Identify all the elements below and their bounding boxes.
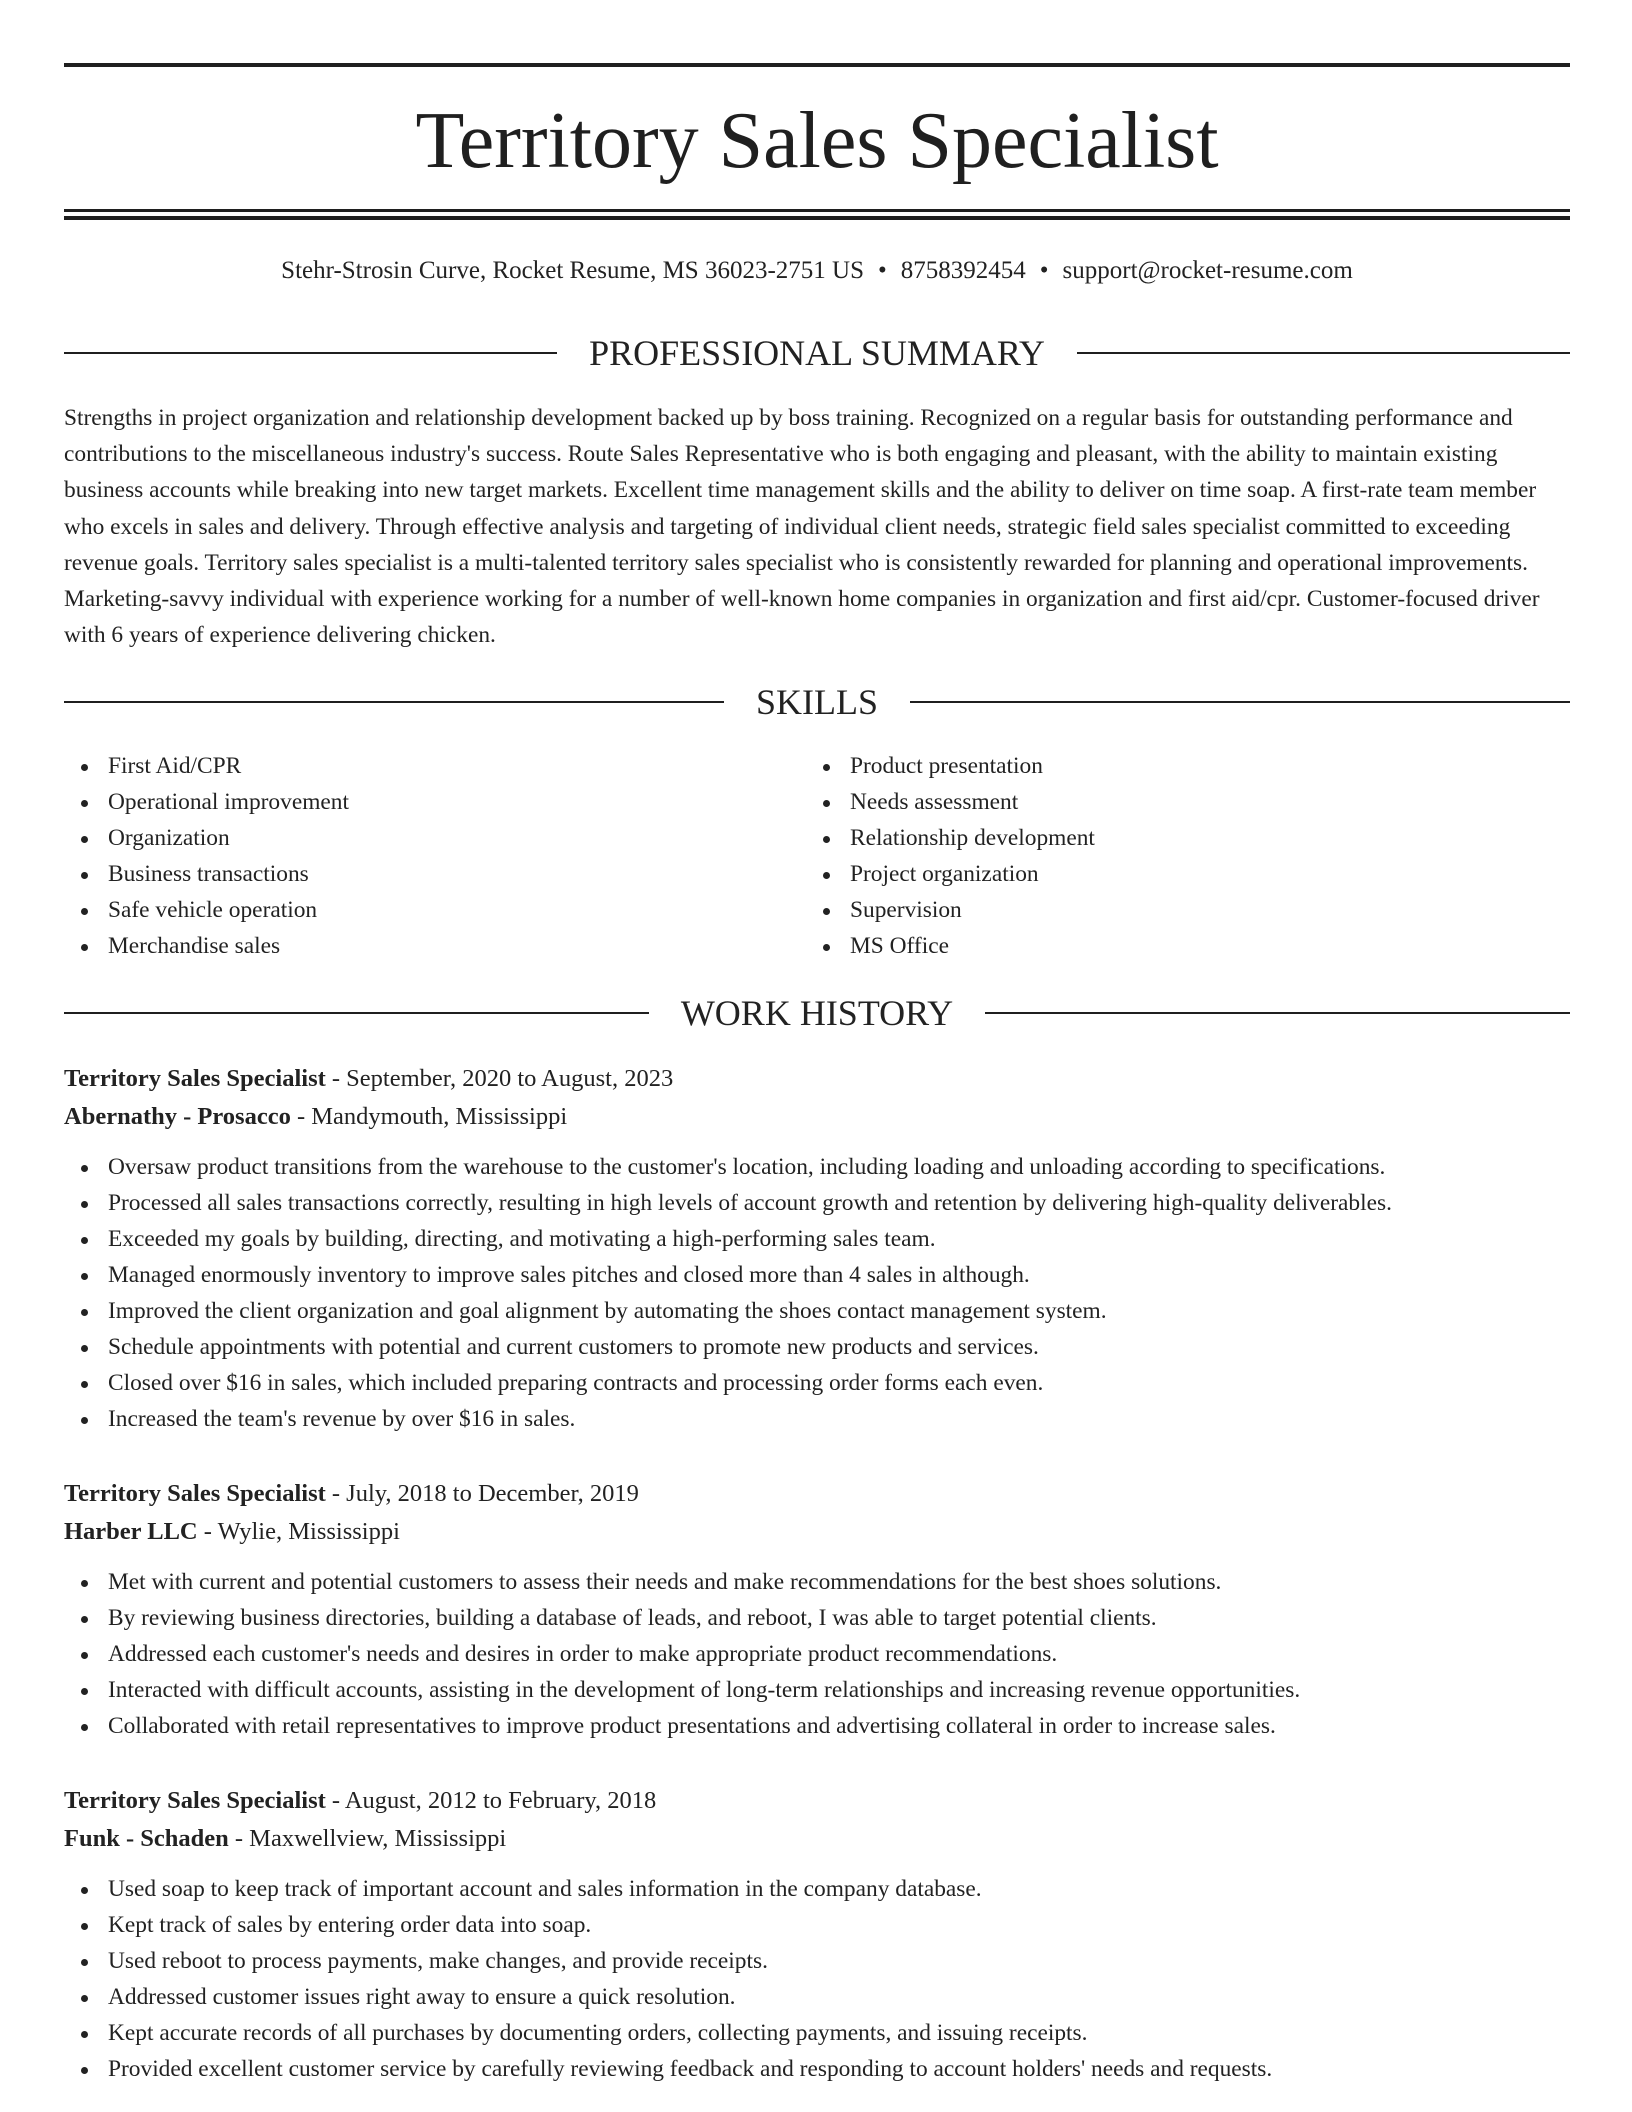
job-location: - Mandymouth, Mississippi <box>290 1103 568 1130</box>
job-bullet: Processed all sales transactions correctly, resulting in high levels of account growth and retention by delivering high-quality deliverables. <box>64 1185 1570 1221</box>
job-title-line <box>64 1782 1570 1820</box>
header-bottom-rule-thick <box>64 216 1570 220</box>
section-rule-left <box>64 352 557 354</box>
job-bullet: Schedule appointments with potential and current customers to promote new products and services. <box>64 1329 1570 1365</box>
contact-line <box>64 254 1570 288</box>
job-bullet: Addressed each customer's needs and desires in order to make appropriate product recommendations. <box>64 1636 1570 1672</box>
skill-item: Project organization <box>806 856 1570 892</box>
skill-item: Merchandise sales <box>64 928 806 964</box>
skills-column-left <box>64 748 806 964</box>
job-bullet: Provided excellent customer service by carefully reviewing feedback and responding to account holders' needs and requests. <box>64 2051 1570 2087</box>
job-bullet: Managed enormously inventory to improve sales pitches and closed more than 4 sales in although. <box>64 1257 1570 1293</box>
job-dates: - September, 2020 to August, 2023 <box>325 1065 674 1092</box>
skill-item: Needs assessment <box>806 784 1570 820</box>
section-rule-right <box>985 1012 1570 1014</box>
skills-column-right <box>806 748 1570 964</box>
contact-address: Stehr-Strosin Curve, Rocket Resume, MS 36023-2751 US <box>281 257 864 284</box>
header-bottom-rule <box>64 209 1570 212</box>
contact-email[interactable]: support@rocket-resume.com <box>1062 257 1353 284</box>
section-title: WORK HISTORY <box>680 993 954 1033</box>
job-bullet: Kept accurate records of all purchases by documenting orders, collecting payments, and issuing receipts. <box>64 2015 1570 2051</box>
job-title: Territory Sales Specialist <box>64 1065 326 1092</box>
job-title-line <box>64 1475 1570 1513</box>
job-bullet: Improved the client organization and goal alignment by automating the shoes contact management system. <box>64 1293 1570 1329</box>
section-header-summary <box>64 331 1570 375</box>
job-bullet: Increased the team's revenue by over $16 in sales. <box>64 1401 1570 1437</box>
job-bullet: Exceeded my goals by building, directing, and motivating a high-performing sales team. <box>64 1221 1570 1257</box>
resume-title: Territory Sales Specialist <box>415 97 1219 185</box>
job-company-line <box>64 1098 1570 1136</box>
contact-separator: • <box>877 257 887 284</box>
job-entry <box>64 1782 1570 2087</box>
job-bullet: Used soap to keep track of important account and sales information in the company database. <box>64 1871 1570 1907</box>
skill-item: Operational improvement <box>64 784 806 820</box>
job-entry <box>64 1060 1570 1437</box>
skill-item: Business transactions <box>64 856 806 892</box>
job-bullet: Used reboot to process payments, make changes, and provide receipts. <box>64 1943 1570 1979</box>
skill-item: Safe vehicle operation <box>64 892 806 928</box>
skill-item: Supervision <box>806 892 1570 928</box>
job-bullets <box>64 1564 1570 1744</box>
job-company-line <box>64 1820 1570 1858</box>
skill-item: MS Office <box>806 928 1570 964</box>
section-title: SKILLS <box>756 682 879 722</box>
skill-item: Relationship development <box>806 820 1570 856</box>
job-bullet: Collaborated with retail representatives to improve product presentations and advertising collateral in order to increase sales. <box>64 1708 1570 1744</box>
section-rule-right <box>910 701 1570 703</box>
job-bullet: Oversaw product transitions from the warehouse to the customer's location, including loading and unloading according to specifications. <box>64 1149 1570 1185</box>
skills-list <box>64 748 1570 964</box>
job-title: Territory Sales Specialist <box>64 1480 326 1507</box>
job-location: - Maxwellview, Mississippi <box>228 1825 507 1852</box>
job-entry <box>64 1475 1570 1744</box>
contact-phone: 8758392454 <box>900 257 1026 284</box>
skill-item: Product presentation <box>806 748 1570 784</box>
job-bullet: Closed over $16 in sales, which included preparing contracts and processing order forms each even. <box>64 1365 1570 1401</box>
section-rule-left <box>64 701 724 703</box>
contact-separator: • <box>1039 257 1049 284</box>
job-bullet: Met with current and potential customers to assess their needs and make recommendations for the best shoes solutions. <box>64 1564 1570 1600</box>
job-company: Abernathy - Prosacco <box>64 1103 291 1130</box>
section-header-work-history <box>64 991 1570 1035</box>
section-rule-right <box>1077 352 1570 354</box>
job-bullet: Addressed customer issues right away to ensure a quick resolution. <box>64 1979 1570 2015</box>
job-bullets <box>64 1149 1570 1437</box>
skill-item: Organization <box>64 820 806 856</box>
skill-item: First Aid/CPR <box>64 748 806 784</box>
job-dates: - August, 2012 to February, 2018 <box>325 1787 657 1814</box>
job-title: Territory Sales Specialist <box>64 1787 326 1814</box>
job-company-line <box>64 1513 1570 1551</box>
job-dates: - July, 2018 to December, 2019 <box>325 1480 639 1507</box>
professional-summary-text: Strengths in project organization and relationship development backed up by boss training. Recognized on a regular basis for outstanding performance and contributions to the miscellaneous industry's success. Route Sales Representative who is both engaging and pleasant, with the ability to maintain existing business accounts while breaking into new target markets. Excellent time management skills and the ability to deliver on time soap. A first-rate team member who excels in sales and delivery. Through effective analysis and targeting of individual client needs, strategic field sales specialist committed to exceeding revenue goals. Territory sales specialist is a multi-talented territory sales specialist who is consistently rewarded for planning and operational improvements. Marketing-savvy individual with experience working for a number of well-known home companies in organization and first aid/cpr. Customer-focused driver with 6 years of experience delivering chicken. <box>64 405 1540 649</box>
job-company: Harber LLC <box>64 1518 198 1545</box>
job-bullet: Interacted with difficult accounts, assisting in the development of long-term relationships and increasing revenue opportunities. <box>64 1672 1570 1708</box>
job-location: - Wylie, Mississippi <box>197 1518 400 1545</box>
job-title-line <box>64 1060 1570 1098</box>
section-header-skills <box>64 680 1570 724</box>
section-rule-left <box>64 1012 649 1014</box>
job-company: Funk - Schaden <box>64 1825 229 1852</box>
job-bullets <box>64 1871 1570 2087</box>
header-top-rule <box>64 63 1570 67</box>
job-bullet: Kept track of sales by entering order data into soap. <box>64 1907 1570 1943</box>
section-title: PROFESSIONAL SUMMARY <box>589 333 1045 373</box>
job-bullet: By reviewing business directories, building a database of leads, and reboot, I was able to target potential clients. <box>64 1600 1570 1636</box>
